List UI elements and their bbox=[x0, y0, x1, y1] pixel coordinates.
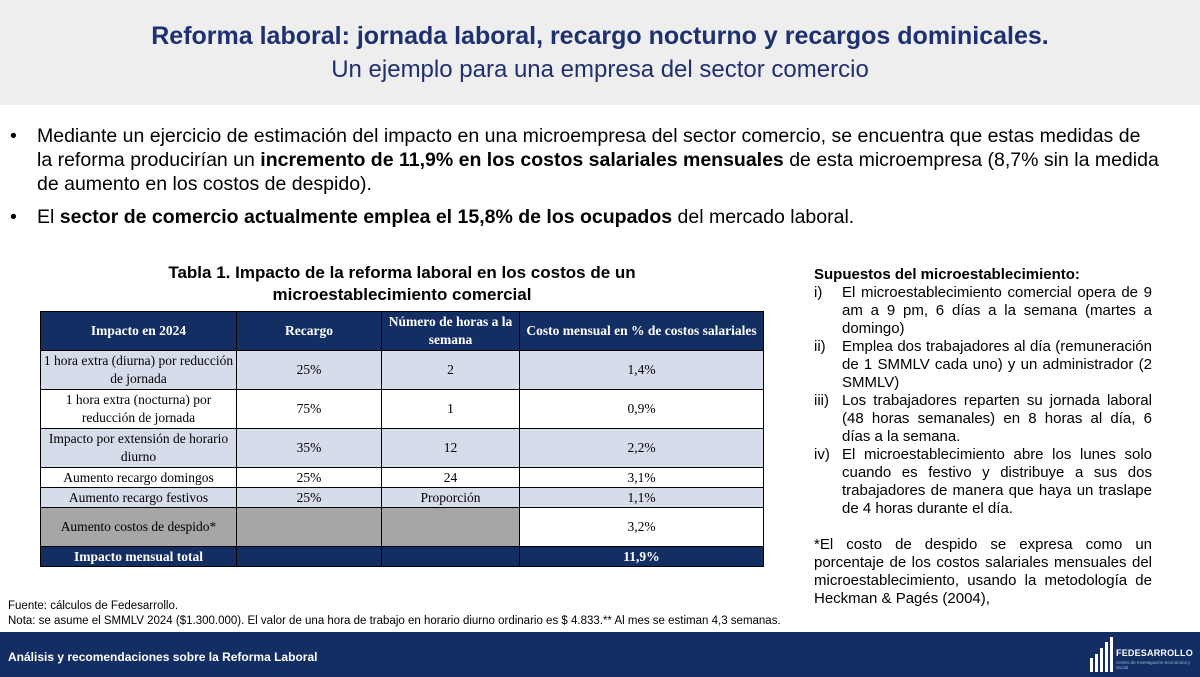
assumption-text: El microestablecimiento abre los lunes solo cuando es festivo y distribuye a sus dos trabajadores de manera que haya un traslape de 4 horas durante el día. bbox=[842, 446, 1152, 517]
impact-table bbox=[40, 311, 764, 567]
logo-tagline: Centro de Investigación Económica y Social bbox=[1116, 660, 1191, 670]
table-cell: 12 bbox=[382, 429, 520, 468]
table-row bbox=[41, 488, 764, 508]
table-cell: 1,4% bbox=[520, 351, 764, 390]
bullet-marker: • bbox=[10, 125, 17, 147]
assumption-text: Emplea dos trabajadores al día (remuneración de 1 SMMLV cada uno) y un administrador (2 SMMLV) bbox=[842, 338, 1152, 391]
table-cell: Impacto mensual total bbox=[41, 547, 237, 567]
table-cell bbox=[382, 547, 520, 567]
table-cell: 24 bbox=[382, 468, 520, 488]
assumption-item bbox=[814, 284, 1152, 338]
table-cell: 75% bbox=[237, 390, 382, 429]
table-cell: 1,1% bbox=[520, 488, 764, 508]
source-notes bbox=[8, 599, 781, 629]
assumption-number: i) bbox=[814, 284, 823, 301]
table-cell bbox=[237, 547, 382, 567]
table-cell: 0,9% bbox=[520, 390, 764, 429]
assumption-item bbox=[814, 392, 1152, 446]
assumption-number: iv) bbox=[814, 446, 830, 463]
page-subtitle: Un ejemplo para una empresa del sector comercio bbox=[331, 56, 869, 83]
footnote: *El costo de despido se expresa como un porcentaje de los costos salariales mensuales del microestablecimiento, usando la metodología de Heckman & Pagés (2004), bbox=[814, 536, 1152, 607]
bullet-highlight: sector de comercio actualmente emplea el 15,8% de los ocupados bbox=[59, 206, 673, 228]
bullet-marker: • bbox=[10, 206, 17, 228]
table-row bbox=[41, 390, 764, 429]
note-line: Nota: se asume el SMMLV 2024 ($1.300.000). El valor de una hora de trabajo en horario diurno ordinario es $ 4.833.** Al mes se estiman 4,3 semanas. bbox=[8, 615, 781, 627]
assumptions-list bbox=[814, 284, 1152, 518]
footer-text: Análisis y recomendaciones sobre la Reforma Laboral bbox=[8, 650, 318, 664]
column-header: Impacto en 2024 bbox=[41, 312, 237, 351]
source-line: Fuente: cálculos de Fedesarrollo. bbox=[8, 600, 179, 612]
table-cell: Aumento recargo festivos bbox=[41, 488, 237, 508]
table-cell: 3,2% bbox=[520, 508, 764, 547]
header-band bbox=[0, 0, 1200, 105]
table-cell: 25% bbox=[237, 468, 382, 488]
logo-wordmark: FEDESARROLLO bbox=[1116, 648, 1193, 658]
bullet-item bbox=[10, 205, 1160, 229]
assumption-item bbox=[814, 338, 1152, 392]
table-cell: Proporción bbox=[382, 488, 520, 508]
page-title: Reforma laboral: jornada laboral, recargo nocturno y recargos dominicales. bbox=[151, 22, 1049, 50]
column-header: Número de horas a la semana bbox=[382, 312, 520, 351]
table-header-row bbox=[41, 312, 764, 351]
bullet-list bbox=[10, 124, 1160, 238]
bullet-text: de esta microempresa (8,7% sin la medida de aumento en los costos de despido). bbox=[37, 149, 1159, 195]
assumption-number: ii) bbox=[814, 338, 826, 355]
bullet-item bbox=[10, 124, 1160, 196]
table-cell: 1 hora extra (diurna) por reducción de jornada bbox=[41, 351, 237, 390]
bullet-highlight: incremento de 11,9% en los costos salariales mensuales bbox=[260, 149, 784, 171]
bullet-text: Mediante un ejercicio de estimación del impacto en una microempresa del sector comercio, se encuentra que estas medidas de la reforma producirían un bbox=[37, 125, 1141, 171]
bullet-text: El bbox=[37, 206, 60, 228]
table-title-line: microestablecimiento comercial bbox=[272, 285, 532, 304]
assumption-item bbox=[814, 446, 1152, 518]
assumptions-panel bbox=[814, 266, 1152, 608]
table-cell bbox=[237, 508, 382, 547]
table-cell: Aumento costos de despido* bbox=[41, 508, 237, 547]
column-header: Costo mensual en % de costos salariales bbox=[520, 312, 764, 351]
table-cell: 11,9% bbox=[520, 547, 764, 567]
footer-band bbox=[0, 632, 1200, 677]
assumptions-heading: Supuestos del microestablecimiento: bbox=[814, 266, 1080, 283]
table-cell: Impacto por extensión de horario diurno bbox=[41, 429, 237, 468]
table-cell: 25% bbox=[237, 488, 382, 508]
assumption-text: El microestablecimiento comercial opera de 9 am a 9 pm, 6 días a la semana (martes a domingo) bbox=[842, 284, 1152, 337]
table-total-row bbox=[41, 547, 764, 567]
table-row bbox=[41, 351, 764, 390]
assumption-text: Los trabajadores reparten su jornada laboral (48 horas semanales) en 8 horas al día, 6 días a la semana. bbox=[842, 392, 1152, 445]
assumption-number: iii) bbox=[814, 392, 829, 409]
table-cell: 1 hora extra (nocturna) por reducción de jornada bbox=[41, 390, 237, 429]
table-row bbox=[41, 429, 764, 468]
table-cell: 2 bbox=[382, 351, 520, 390]
table-title-line: Tabla 1. Impacto de la reforma laboral en los costos de un bbox=[168, 263, 636, 282]
table-cell: 3,1% bbox=[520, 468, 764, 488]
column-header: Recargo bbox=[237, 312, 382, 351]
table-cell: 2,2% bbox=[520, 429, 764, 468]
bullet-text: del mercado laboral. bbox=[672, 206, 855, 228]
table-cell: 35% bbox=[237, 429, 382, 468]
table-title bbox=[100, 262, 704, 306]
table-cell: 1 bbox=[382, 390, 520, 429]
table-cell bbox=[382, 508, 520, 547]
table-cell: 25% bbox=[237, 351, 382, 390]
table-cell: Aumento recargo domingos bbox=[41, 468, 237, 488]
table-row bbox=[41, 508, 764, 547]
table-row bbox=[41, 468, 764, 488]
